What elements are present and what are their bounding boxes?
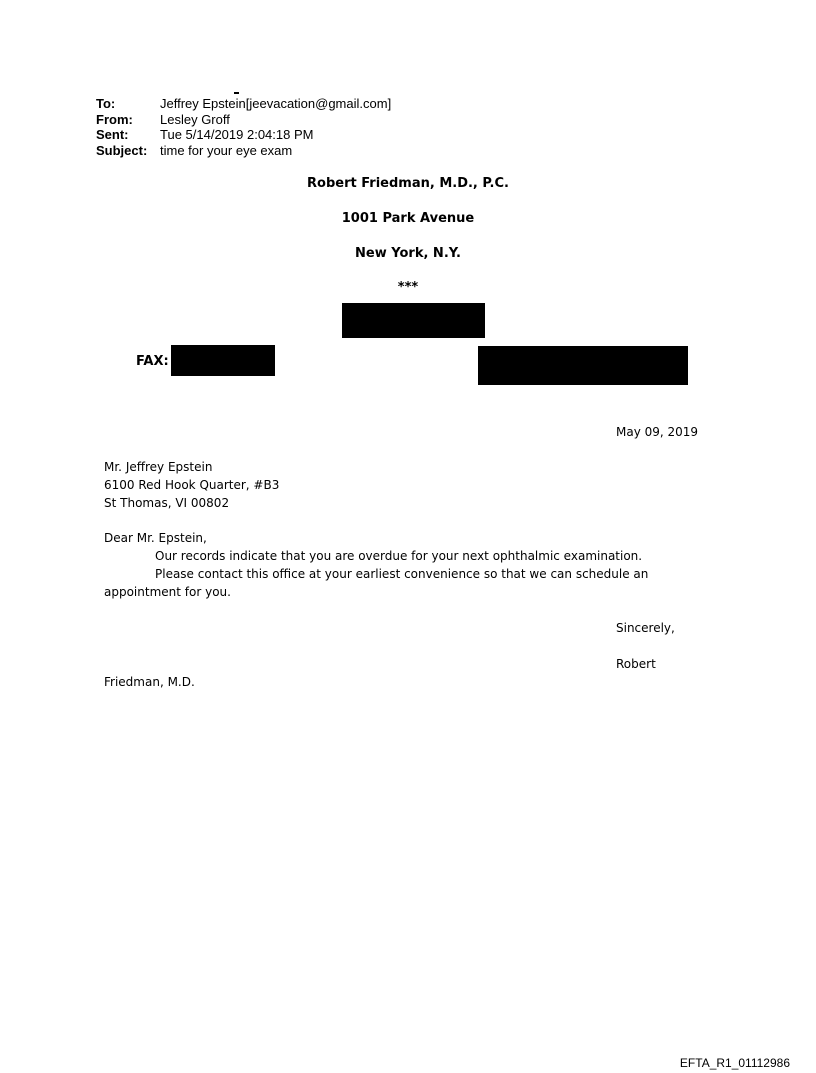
- sent-row: [96, 127, 391, 143]
- letterhead-name: Robert Friedman, M.D., P.C.: [307, 176, 509, 191]
- letterhead-separator: ***: [397, 280, 419, 295]
- to-label: To:: [96, 96, 116, 111]
- subject-label: Subject:: [96, 142, 148, 158]
- recipient-name: Mr. Jeffrey Epstein: [104, 460, 213, 474]
- to-row: [96, 96, 391, 112]
- subject-row: [96, 143, 391, 159]
- email-header: [96, 96, 391, 158]
- fax-label: FAX:: [136, 354, 169, 369]
- to-value: Jeffrey Epstein[jeevacation@gmail.com]: [160, 96, 392, 111]
- document-id: EFTA_R1_01112986: [679, 1056, 790, 1070]
- from-row: [96, 112, 391, 128]
- paragraph-2-line-2: appointment for you.: [104, 585, 231, 599]
- small-redaction-mark: [234, 92, 239, 94]
- closing: Sincerely,: [616, 621, 675, 635]
- recipient-city: St Thomas, VI 00802: [104, 496, 230, 510]
- signature-first-name: Robert: [616, 657, 656, 671]
- sent-value: Tue 5/14/2019 2:04:18 PM: [160, 127, 314, 142]
- redaction-block-phone: [342, 303, 485, 338]
- letterhead-street: 1001 Park Avenue: [341, 211, 475, 226]
- letterhead-city: New York, N.Y.: [355, 246, 461, 261]
- letter-date: May 09, 2019: [616, 425, 699, 439]
- recipient-street: 6100 Red Hook Quarter, #B3: [104, 478, 280, 492]
- subject-value: time for your eye exam: [160, 142, 293, 158]
- sent-label: Sent:: [96, 127, 129, 142]
- signature-last-name: Friedman, M.D.: [104, 675, 195, 689]
- paragraph-1: Our records indicate that you are overdue for your next ophthalmic examination.: [155, 549, 643, 563]
- redaction-block-fax: [171, 345, 275, 376]
- salutation: Dear Mr. Epstein,: [104, 531, 207, 545]
- from-label: From:: [96, 111, 133, 127]
- from-value: Lesley Groff: [160, 111, 230, 127]
- paragraph-2-line-1: Please contact this office at your earliest convenience so that we can schedule an: [155, 567, 649, 581]
- redaction-block-right: [478, 346, 688, 385]
